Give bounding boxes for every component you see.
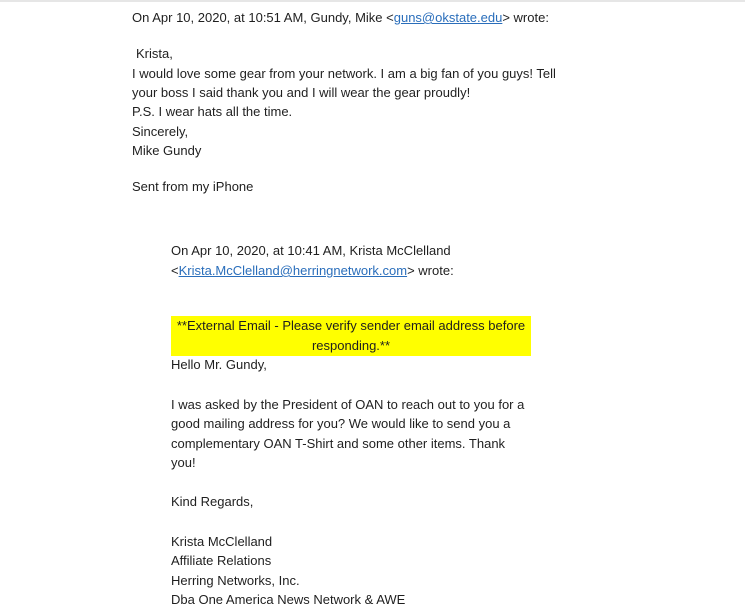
- outer-header-prefix: On Apr 10, 2020, at 10:51 AM, Gundy, Mike <: [132, 10, 394, 25]
- quoted-signature-line: Dba One America News Network & AWE: [171, 592, 406, 607]
- quoted-header-suffix: > wrote:: [407, 263, 454, 278]
- external-email-warning-banner: [171, 316, 531, 356]
- quoted-body-line: you!: [171, 455, 196, 470]
- quoted-email-header-address: [171, 262, 454, 280]
- outer-header-suffix: > wrote:: [502, 10, 549, 25]
- warning-banner-line: **External Email - Please verify sender email address before: [176, 318, 526, 333]
- outer-signature: Sent from my iPhone: [132, 179, 254, 194]
- quoted-greeting: Hello Mr. Gundy,: [171, 357, 267, 372]
- quoted-body-line: complementary OAN T-Shirt and some other items. Thank: [171, 436, 506, 451]
- warning-banner-line: responding.**: [311, 338, 391, 353]
- outer-body-line: your boss I said thank you and I will wear the gear proudly!: [132, 85, 471, 100]
- quoted-signature-line: Krista McClelland: [171, 534, 273, 549]
- quoted-sender-email-link[interactable]: Krista.McClelland@herringnetwork.com: [178, 263, 408, 278]
- quoted-signature-line: Herring Networks, Inc.: [171, 573, 300, 588]
- quoted-body-line: good mailing address for you? We would like to send you a: [171, 416, 511, 431]
- quoted-email-header: On Apr 10, 2020, at 10:41 AM, Krista McClelland: [171, 243, 451, 258]
- outer-sender-email-link[interactable]: guns@okstate.edu: [393, 10, 503, 25]
- quoted-signature-line: Affiliate Relations: [171, 553, 272, 568]
- quoted-closing: Kind Regards,: [171, 494, 254, 509]
- quoted-header-prefix: <: [171, 263, 179, 278]
- outer-body-line: I would love some gear from your network. I am a big fan of you guys! Tell: [132, 66, 556, 81]
- outer-body-line: Mike Gundy: [132, 143, 202, 158]
- outer-body-line: Sincerely,: [132, 124, 189, 139]
- quoted-body-line: I was asked by the President of OAN to reach out to you for a: [171, 397, 525, 412]
- outer-email-header: [132, 9, 549, 27]
- top-divider: [0, 0, 745, 2]
- outer-body-line: Krista,: [136, 46, 173, 61]
- outer-body-line: P.S. I wear hats all the time.: [132, 104, 293, 119]
